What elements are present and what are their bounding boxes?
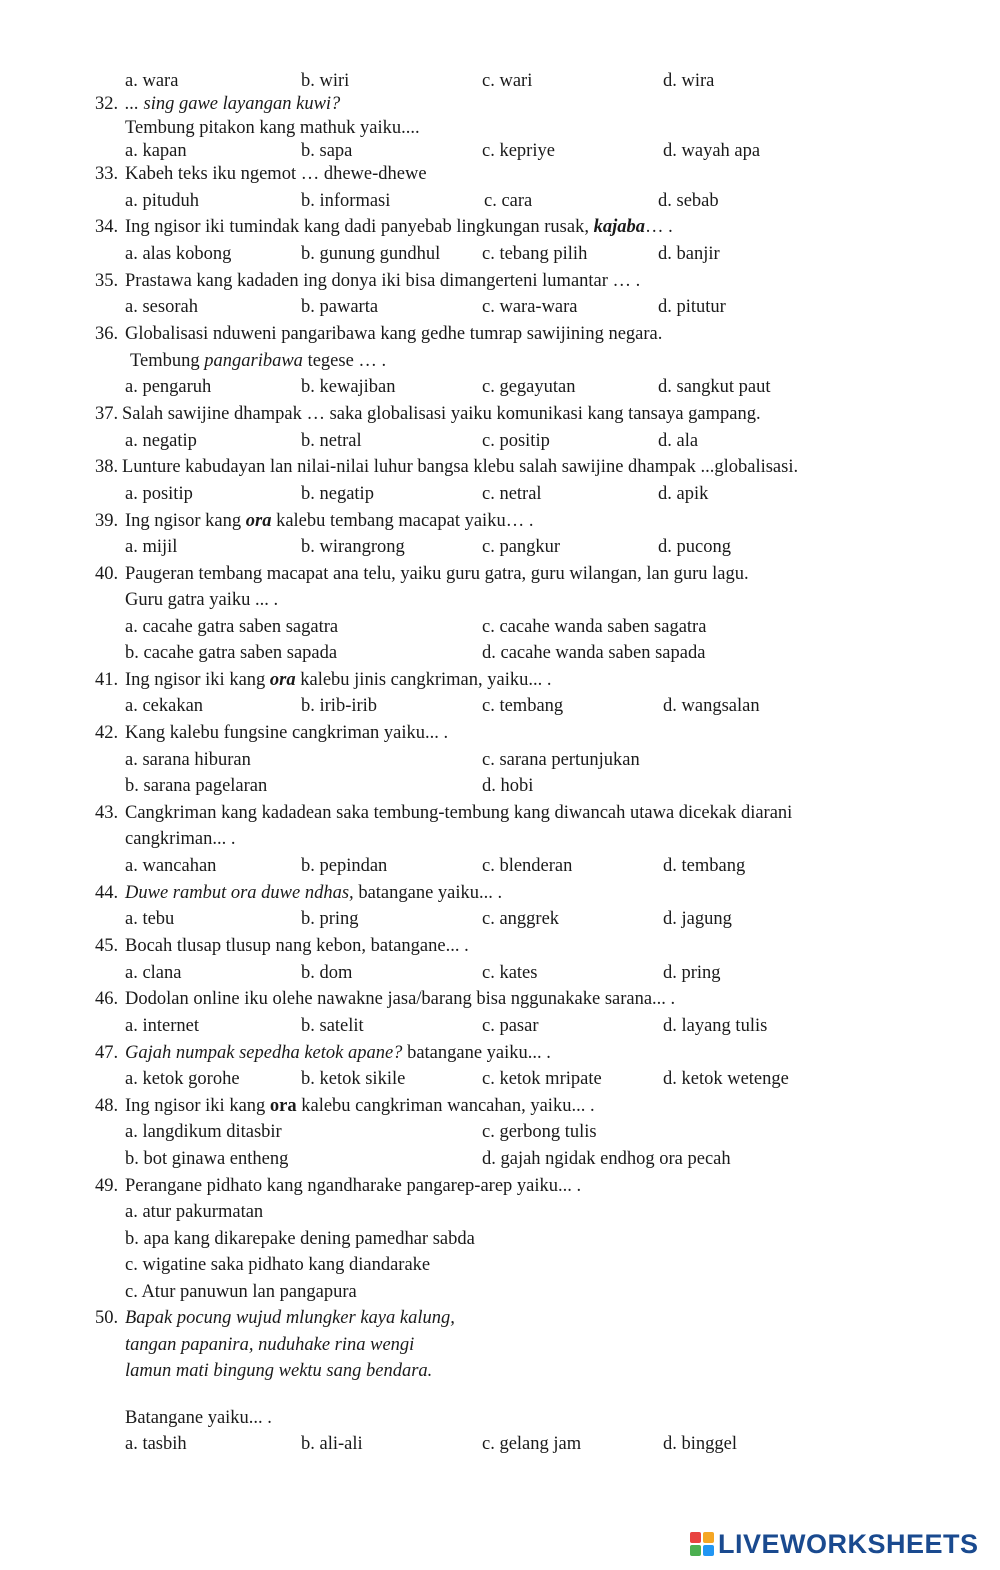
q41-text-pre: Ing ngisor iki kang	[125, 670, 270, 690]
q40-option-d[interactable]: d. cacahe wanda saben sapada	[482, 643, 706, 663]
q49-text: Perangane pidhato kang ngandharake pangarep-arep yaiku... .	[125, 1176, 582, 1196]
q47-text	[125, 1042, 551, 1064]
q44-number: 44.	[95, 883, 119, 903]
q40-text: Paugeran tembang macapat ana telu, yaiku guru gatra, guru wilangan, lan guru lagu.	[125, 564, 749, 584]
q42-option-b[interactable]: b. sarana pagelaran	[125, 776, 268, 796]
q50-number: 50.	[95, 1308, 119, 1328]
q31-option-b[interactable]: b. wiri	[301, 71, 350, 91]
q47-option-d[interactable]: d. ketok wetenge	[663, 1069, 789, 1089]
q37-option-d[interactable]: d. ala	[658, 431, 699, 451]
q34-text	[125, 216, 673, 238]
q33-option-d[interactable]: d. sebab	[658, 191, 719, 211]
q44-text-post: batangane yaiku... .	[353, 883, 503, 903]
q43-option-c[interactable]: c. blenderan	[482, 856, 573, 876]
q41-option-d[interactable]: d. wangsalan	[663, 696, 760, 716]
q50-option-c[interactable]: c. gelang jam	[482, 1434, 582, 1454]
q41-text	[125, 669, 551, 691]
q36-option-b[interactable]: b. kewajiban	[301, 377, 396, 397]
q50-verse-line-3: lamun mati bingung wektu sang bendara.	[125, 1361, 433, 1381]
q40-number: 40.	[95, 564, 119, 584]
q31-option-a[interactable]: a. wara	[125, 71, 179, 91]
q48-number: 48.	[95, 1096, 119, 1116]
q38-option-c[interactable]: c. netral	[482, 484, 542, 504]
q45-option-c[interactable]: c. kates	[482, 963, 538, 983]
liveworksheets-logo	[690, 1528, 979, 1560]
q33-option-a[interactable]: a. pituduh	[125, 191, 199, 211]
q41-option-c[interactable]: c. tembang	[482, 696, 564, 716]
q33-text: Kabeh teks iku ngemot … dhewe-dhewe	[125, 164, 427, 184]
q38-text: Lunture kabudayan lan nilai-nilai luhur bangsa klebu salah sawijine dhampak ...globalisasi.	[122, 457, 799, 477]
q50-verse-line-1: Bapak pocung wujud mlungker kaya kalung,	[125, 1308, 455, 1328]
q32-option-d[interactable]: d. wayah apa	[663, 141, 761, 161]
q50-option-a[interactable]: a. tasbih	[125, 1434, 187, 1454]
q49-option-c[interactable]: c. wigatine saka pidhato kang diandarake	[125, 1255, 431, 1275]
q41-number: 41.	[95, 670, 119, 690]
q35-text: Prastawa kang kadaden ing donya iki bisa dimangerteni lumantar … .	[125, 271, 641, 291]
q37-option-a[interactable]: a. negatip	[125, 431, 197, 451]
q43-option-a[interactable]: a. wancahan	[125, 856, 217, 876]
q40-option-b[interactable]: b. cacahe gatra saben sapada	[125, 643, 338, 663]
q45-option-d[interactable]: d. pring	[663, 963, 721, 983]
q46-number: 46.	[95, 989, 119, 1009]
q45-text: Bocah tlusap tlusup nang kebon, batangane... .	[125, 936, 469, 956]
q39-option-a[interactable]: a. mijil	[125, 537, 178, 557]
q40-option-a[interactable]: a. cacahe gatra saben sagatra	[125, 617, 339, 637]
q34-option-c[interactable]: c. tebang pilih	[482, 244, 588, 264]
q37-text: Salah sawijine dhampak … saka globalisasi yaiku komunikasi kang tansaya gampang.	[122, 404, 761, 424]
q47-text-post: batangane yaiku... .	[402, 1043, 551, 1063]
q38-option-d[interactable]: d. apik	[658, 484, 709, 504]
q32-number: 32.	[95, 94, 119, 114]
q48-option-a[interactable]: a. langdikum ditasbir	[125, 1122, 282, 1142]
q42-option-c[interactable]: c. sarana pertunjukan	[482, 750, 640, 770]
q35-option-a[interactable]: a. sesorah	[125, 297, 198, 317]
q44-option-c[interactable]: c. anggrek	[482, 909, 560, 929]
q48-text	[125, 1095, 595, 1117]
q35-number: 35.	[95, 271, 119, 291]
q44-text	[125, 882, 502, 904]
q36-option-d[interactable]: d. sangkut paut	[658, 377, 771, 397]
liveworksheets-logo-text: LIVEWORKSHEETS	[718, 1528, 979, 1559]
q44-text-italic: Duwe rambut ora duwe ndhas,	[125, 883, 354, 903]
q32-option-c[interactable]: c. kepriye	[482, 141, 555, 161]
q39-text-post: kalebu tembang macapat yaiku… .	[271, 511, 534, 531]
q50-option-d[interactable]: d. binggel	[663, 1434, 737, 1454]
q38-number: 38.	[95, 457, 119, 477]
q41-option-a[interactable]: a. cekakan	[125, 696, 204, 716]
q42-text: Kang kalebu fungsine cangkriman yaiku... .	[125, 723, 449, 743]
q34-text-post: … .	[644, 217, 673, 237]
q42-number: 42.	[95, 723, 119, 743]
q36-sub-pre: Tembung	[130, 351, 205, 371]
q46-text: Dodolan online iku olehe nawakne jasa/barang bisa nggunakake sarana... .	[125, 989, 676, 1009]
q43-text: Cangkriman kang kadadean saka tembung-tembung kang diwancah utawa dicekak diarani	[125, 803, 793, 823]
q36-number: 36.	[95, 324, 119, 344]
q46-option-d[interactable]: d. layang tulis	[663, 1016, 768, 1036]
q39-text-bold: ora	[245, 511, 272, 531]
q36-sub-italic: pangaribawa	[204, 351, 303, 371]
q48-option-c[interactable]: c. gerbong tulis	[482, 1122, 597, 1142]
q36-option-c[interactable]: c. gegayutan	[482, 377, 576, 397]
q43-text-continued: cangkriman... .	[125, 829, 236, 849]
q47-option-c[interactable]: c. ketok mripate	[482, 1069, 602, 1089]
q35-option-b[interactable]: b. pawarta	[301, 297, 379, 317]
q34-option-a[interactable]: a. alas kobong	[125, 244, 232, 264]
q40-subtext: Guru gatra yaiku ... .	[125, 590, 279, 610]
q39-text-pre: Ing ngisor kang	[125, 511, 246, 531]
q48-text-bold: ora	[269, 1096, 297, 1116]
q39-option-b[interactable]: b. wirangrong	[301, 537, 405, 557]
q49-option-a[interactable]: a. atur pakurmatan	[125, 1202, 264, 1222]
q34-text-bold: kajaba	[593, 217, 645, 237]
q47-number: 47.	[95, 1043, 119, 1063]
q32-text: ... sing gawe layangan kuwi?	[125, 94, 341, 114]
q48-text-post: kalebu cangkriman wancahan, yaiku... .	[296, 1096, 595, 1116]
q32-option-a[interactable]: a. kapan	[125, 141, 187, 161]
q34-option-d[interactable]: d. banjir	[658, 244, 720, 264]
q44-option-b[interactable]: b. pring	[301, 909, 359, 929]
q37-option-c[interactable]: c. positip	[482, 431, 550, 451]
q46-option-b[interactable]: b. satelit	[301, 1016, 364, 1036]
q49-number: 49.	[95, 1176, 119, 1196]
q43-option-b[interactable]: b. pepindan	[301, 856, 388, 876]
q32-subtext: Tembung pitakon kang mathuk yaiku....	[125, 118, 420, 138]
q46-option-c[interactable]: c. pasar	[482, 1016, 539, 1036]
q38-option-b[interactable]: b. negatip	[301, 484, 374, 504]
q33-number: 33.	[95, 164, 119, 184]
q44-option-a[interactable]: a. tebu	[125, 909, 175, 929]
q41-text-bold: ora	[269, 670, 296, 690]
q32-option-b[interactable]: b. sapa	[301, 141, 353, 161]
q45-option-b[interactable]: b. dom	[301, 963, 353, 983]
q50-verse-line-2: tangan papanira, nuduhake rina wengi	[125, 1335, 415, 1355]
q44-option-d[interactable]: d. jagung	[663, 909, 732, 929]
q34-text-pre: Ing ngisor iki tumindak kang dadi panyebab lingkungan rusak,	[125, 217, 594, 237]
q46-option-a[interactable]: a. internet	[125, 1016, 199, 1036]
q49-option-d[interactable]: c. Atur panuwun lan pangapura	[125, 1282, 357, 1302]
q37-option-b[interactable]: b. netral	[301, 431, 362, 451]
q41-text-post: kalebu jinis cangkriman, yaiku... .	[295, 670, 552, 690]
q45-option-a[interactable]: a. clana	[125, 963, 182, 983]
q43-number: 43.	[95, 803, 119, 823]
q49-option-b[interactable]: b. apa kang dikarepake dening pamedhar sabda	[125, 1229, 475, 1249]
q42-option-d[interactable]: d. hobi	[482, 776, 534, 796]
q40-option-c[interactable]: c. cacahe wanda saben sagatra	[482, 617, 707, 637]
q34-option-b[interactable]: b. gunung gundhul	[301, 244, 441, 264]
q48-option-d[interactable]: d. gajah ngidak endhog ora pecah	[482, 1149, 731, 1169]
q50-subtext: Batangane yaiku... .	[125, 1408, 272, 1428]
q36-sub-post: tegese … .	[302, 351, 387, 371]
q31-option-d[interactable]: d. wira	[663, 71, 715, 91]
q37-number: 37.	[95, 404, 119, 424]
q39-option-d[interactable]: d. pucong	[658, 537, 731, 557]
q33-option-c[interactable]: c. cara	[484, 191, 533, 211]
q43-option-d[interactable]: d. tembang	[663, 856, 746, 876]
q42-option-a[interactable]: a. sarana hiburan	[125, 750, 251, 770]
q38-option-a[interactable]: a. positip	[125, 484, 193, 504]
q50-option-b[interactable]: b. ali-ali	[301, 1434, 363, 1454]
q45-number: 45.	[95, 936, 119, 956]
liveworksheets-logo-icon	[690, 1532, 714, 1556]
q47-option-a[interactable]: a. ketok gorohe	[125, 1069, 240, 1089]
q36-text: Globalisasi nduweni pangaribawa kang gedhe tumrap sawijining negara.	[125, 324, 663, 344]
q39-option-c[interactable]: c. pangkur	[482, 537, 561, 557]
q39-number: 39.	[95, 511, 119, 531]
q47-text-italic: Gajah numpak sepedha ketok apane?	[125, 1043, 403, 1063]
q47-option-b[interactable]: b. ketok sikile	[301, 1069, 406, 1089]
q36-subtext	[130, 350, 386, 372]
q35-option-c[interactable]: c. wara-wara	[482, 297, 578, 317]
q48-text-pre: Ing ngisor iki kang	[125, 1096, 270, 1116]
q39-text	[125, 510, 533, 532]
q48-option-b[interactable]: b. bot ginawa entheng	[125, 1149, 289, 1169]
q41-option-b[interactable]: b. irib-irib	[301, 696, 378, 716]
q36-option-a[interactable]: a. pengaruh	[125, 377, 212, 397]
q33-option-b[interactable]: b. informasi	[301, 191, 391, 211]
q35-option-d[interactable]: d. pitutur	[658, 297, 726, 317]
q31-option-c[interactable]: c. wari	[482, 71, 533, 91]
q34-number: 34.	[95, 217, 119, 237]
